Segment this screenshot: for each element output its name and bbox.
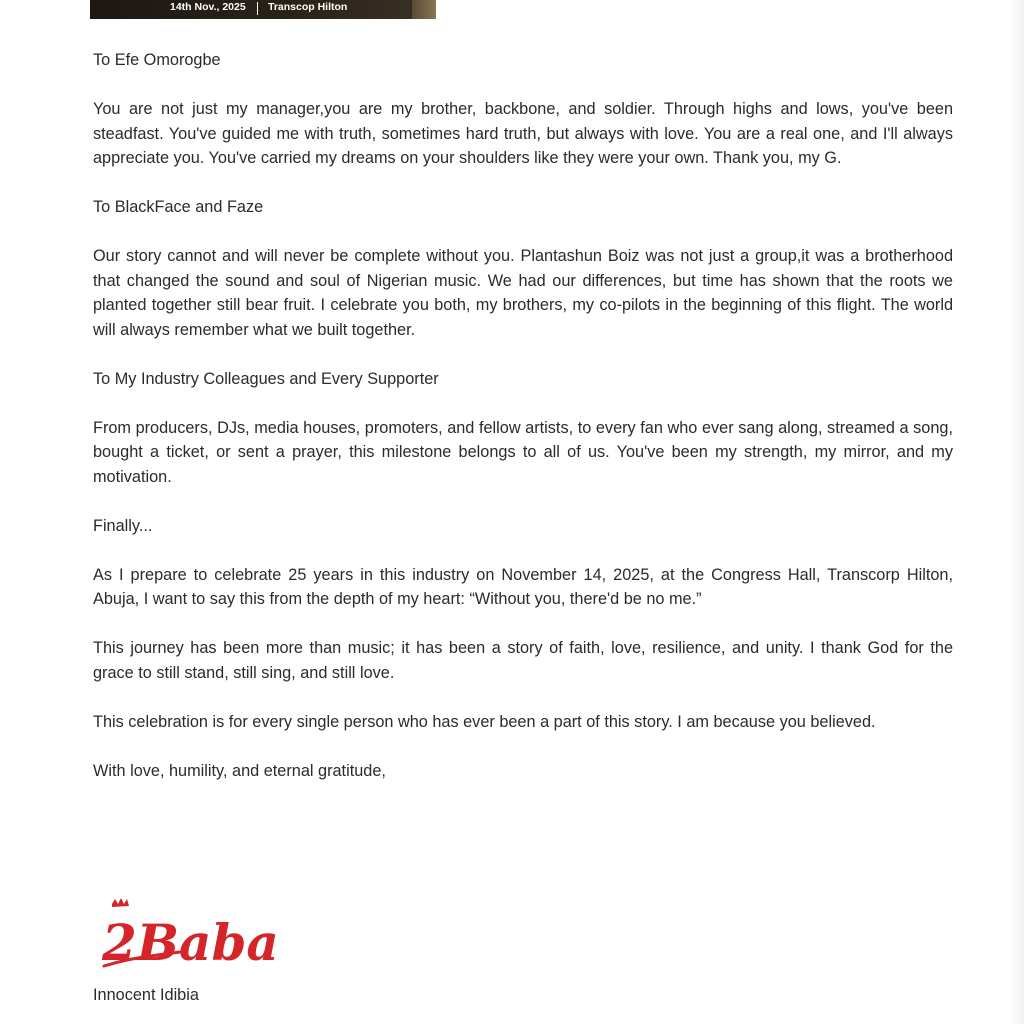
paragraph-manager: You are not just my manager,you are my brother, backbone, and soldier. Through highs and lows, you've been steadfast. You've guided me with truth, sometimes hard truth, but always with love. You are a real one, and I'll always appreciate you. You've carried my dreams on your shoulders like they were your own. Thank you, my G. bbox=[93, 100, 953, 167]
signer-name: Innocent Idibia bbox=[93, 986, 199, 1004]
page-edge bbox=[1010, 0, 1024, 1024]
paragraph-celebration-details: As I prepare to celebrate 25 years in this industry on November 14, 2025, at the Congress Hall, Transcorp Hilton, Abuja, I want to say this from the depth of my heart: “Without you, there'd be no me.” bbox=[93, 565, 953, 608]
paragraph-for-everyone: This celebration is for every single person who has ever been a part of this story. I am because you believed. bbox=[93, 712, 876, 731]
banner-photo-edge bbox=[412, 0, 436, 19]
signature-text: 2Baba bbox=[102, 913, 279, 972]
paragraph-plantashun: Our story cannot and will never be complete without you. Plantashun Boiz was not just a group,it was a brotherhood that changed the sound and soul of Nigerian music. We had our differences, but time has shown that the roots we planted together still bear fruit. I celebrate you both, my brothers, my co-pilots in the beginning of this flight. The world will always remember what we built together. bbox=[93, 247, 953, 339]
signature-logo bbox=[100, 898, 279, 980]
salutation-colleagues: To My Industry Colleagues and Every Supporter bbox=[93, 369, 439, 388]
salutation-plantashun: To BlackFace and Faze bbox=[93, 198, 264, 216]
banner-venue: Transcop Hilton bbox=[268, 1, 348, 13]
finally-heading: Finally... bbox=[93, 516, 153, 535]
banner-date: 14th Nov., 2025 bbox=[170, 1, 246, 13]
paragraph-journey: This journey has been more than music; it has been a story of faith, love, resilience, and unity. I thank God for the grace to still stand, still sing, and still love. bbox=[93, 639, 953, 682]
salutation-efe: To Efe Omorogbe bbox=[93, 51, 221, 69]
letter-body bbox=[93, 48, 953, 783]
banner-divider bbox=[257, 2, 258, 15]
paragraph-supporters: From producers, DJs, media houses, promoters, and fellow artists, to every fan who ever sang along, streamed a song, bought a ticket, or sent a prayer, this milestone belongs to all of us. You've been my strength, my mirror, and my motivation. bbox=[93, 418, 953, 486]
event-banner bbox=[90, 0, 436, 19]
closing-line: With love, humility, and eternal gratitude, bbox=[93, 761, 386, 780]
